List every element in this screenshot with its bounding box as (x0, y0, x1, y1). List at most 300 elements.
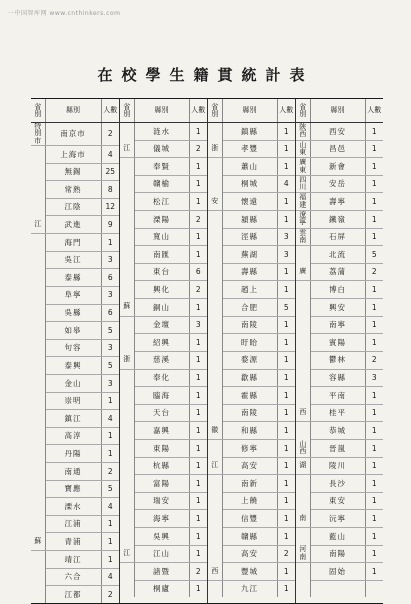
table-row (296, 457, 383, 475)
count-cell: 1 (365, 228, 383, 246)
table-row (208, 140, 295, 158)
count-cell: 2 (101, 463, 119, 481)
province-cell (208, 545, 222, 563)
count-cell: 1 (189, 158, 207, 176)
table-row (208, 528, 295, 546)
count-cell: 25 (101, 163, 119, 181)
province-cell (208, 387, 222, 405)
province-cell (31, 427, 45, 445)
province-cell: 江 (120, 140, 134, 158)
province-cell: 蘇 (31, 533, 45, 551)
province-cell (31, 463, 45, 481)
province-cell (31, 251, 45, 269)
county-cell: 西安 (310, 123, 365, 141)
count-cell: 5 (101, 480, 119, 498)
count-cell: 3 (101, 374, 119, 392)
province-cell (120, 158, 134, 176)
header-count: 人數 (365, 99, 383, 123)
count-cell: 1 (189, 492, 207, 510)
county-cell: 鐵嶺 (310, 211, 365, 229)
province-cell: 河南 (296, 545, 310, 563)
county-cell: 慈溪 (134, 351, 189, 369)
count-cell: 1 (365, 387, 383, 405)
county-cell: 紹興 (134, 334, 189, 352)
table-row (31, 445, 119, 463)
province-cell (31, 586, 45, 603)
header-county: 縣別 (310, 99, 365, 123)
count-cell: 8 (101, 181, 119, 199)
county-cell: 南新 (222, 475, 277, 493)
table-row (120, 422, 207, 440)
county-cell: 吳興 (134, 528, 189, 546)
county-cell: 東台 (134, 263, 189, 281)
province-cell (296, 475, 310, 493)
county-cell: 晉嵐 (310, 439, 365, 457)
county-cell (310, 580, 365, 597)
table-row (31, 234, 119, 252)
table-row (120, 475, 207, 493)
count-cell: 1 (365, 422, 383, 440)
county-cell: 鎮縣 (222, 123, 277, 141)
province-cell (31, 498, 45, 516)
county-cell: 寬山 (134, 228, 189, 246)
table-row (31, 286, 119, 304)
province-cell (208, 281, 222, 299)
table-row (31, 181, 119, 199)
county-cell: 高安 (222, 545, 277, 563)
count-cell: 1 (365, 563, 383, 581)
count-cell: 1 (365, 492, 383, 510)
count-cell: 1 (189, 123, 207, 141)
count-cell: 4 (101, 498, 119, 516)
county-cell: 博白 (310, 281, 365, 299)
province-cell (208, 510, 222, 528)
table-row (208, 545, 295, 563)
header-province: 省別 (31, 99, 45, 123)
province-cell (120, 439, 134, 457)
table-row (208, 246, 295, 264)
province-cell (31, 304, 45, 322)
table-row (296, 528, 383, 546)
count-cell: 1 (365, 211, 383, 229)
table-row (31, 533, 119, 551)
county-cell: 贛榆 (134, 175, 189, 193)
province-cell (120, 334, 134, 352)
province-cell: 江 (120, 545, 134, 563)
county-cell: 南寧 (310, 316, 365, 334)
county-cell: 新會 (310, 158, 365, 176)
county-cell: 杭縣 (134, 457, 189, 475)
province-cell (120, 193, 134, 211)
count-cell: 5 (277, 299, 295, 317)
statistics-table (31, 98, 383, 604)
province-cell (296, 580, 310, 597)
province-cell (120, 457, 134, 475)
count-cell: 1 (189, 228, 207, 246)
county-cell: 南陵 (222, 404, 277, 422)
table-row (296, 404, 383, 422)
count-cell: 1 (277, 404, 295, 422)
count-cell: 2 (107, 589, 113, 599)
block-table (120, 99, 207, 597)
count-cell: 1 (365, 158, 383, 176)
county-cell: 壽縣 (222, 263, 277, 281)
table-row (31, 251, 119, 269)
count-cell: 1 (277, 123, 295, 141)
province-cell (31, 234, 45, 252)
table-row (120, 299, 207, 317)
county-cell: 修寧 (222, 439, 277, 457)
province-cell (208, 123, 222, 141)
count-cell: 3 (277, 228, 295, 246)
county-cell: 安岳 (310, 175, 365, 193)
table-row (31, 392, 119, 410)
province-cell (31, 374, 45, 392)
province-cell (31, 568, 45, 586)
table-row (120, 228, 207, 246)
table-row (120, 211, 207, 229)
province-cell (31, 410, 45, 428)
table-row (31, 568, 119, 586)
table-row (296, 387, 383, 405)
province-cell (31, 392, 45, 410)
table-row (296, 422, 383, 440)
province-cell (31, 198, 45, 216)
count-cell: 1 (365, 545, 383, 563)
count-cell: 1 (277, 211, 295, 229)
table-row (208, 175, 295, 193)
table-row (296, 193, 383, 211)
province-cell (120, 475, 134, 493)
province-cell (120, 387, 134, 405)
count-cell: 4 (101, 410, 119, 428)
table-row (208, 228, 295, 246)
province-cell (31, 339, 45, 357)
count-cell: 3 (277, 246, 295, 264)
table-row (120, 439, 207, 457)
province-cell (31, 146, 45, 164)
table-block (207, 99, 295, 603)
count-cell: 1 (189, 387, 207, 405)
table-row (208, 351, 295, 369)
county-cell: 青浦 (45, 533, 101, 551)
county-cell: 阜寧 (45, 286, 101, 304)
county-cell: 荔蒲 (310, 263, 365, 281)
county-cell: 豐城 (222, 563, 277, 581)
count-cell: 3 (101, 339, 119, 357)
table-row (208, 211, 295, 229)
province-cell: 徽 (208, 422, 222, 440)
province-cell (31, 163, 45, 181)
count-cell: 1 (277, 158, 295, 176)
count-cell: 1 (189, 369, 207, 387)
table-row (31, 515, 119, 533)
county-cell: 婺源 (222, 351, 277, 369)
block-table (208, 99, 295, 597)
province-cell: 蘇 (120, 299, 134, 317)
count-cell: 1 (365, 281, 383, 299)
county-cell: 無錫 (45, 163, 101, 181)
count-cell: 1 (365, 193, 383, 211)
table-row (208, 263, 295, 281)
county-cell: 鬱林 (310, 351, 365, 369)
county-cell: 句容 (45, 339, 101, 357)
table-row (296, 369, 383, 387)
count-cell: 1 (277, 492, 295, 510)
province-cell (120, 246, 134, 264)
county-cell: 信豐 (222, 510, 277, 528)
table-row (208, 369, 295, 387)
count-cell: 1 (277, 369, 295, 387)
county-cell: 銅山 (134, 299, 189, 317)
county-cell: 霍縣 (222, 387, 277, 405)
count-cell: 1 (365, 140, 383, 158)
province-cell (120, 316, 134, 334)
count-cell: 3 (189, 316, 207, 334)
header-count: 人數 (101, 99, 119, 123)
count-cell: 1 (277, 193, 295, 211)
county-cell: 石屏 (310, 228, 365, 246)
count-cell: 1 (277, 510, 295, 528)
province-cell (208, 404, 222, 422)
table-row (208, 457, 295, 475)
table-row (31, 586, 119, 603)
count-cell: 6 (101, 269, 119, 287)
table-row (208, 158, 295, 176)
table-row (31, 216, 119, 234)
count-cell: 1 (189, 457, 207, 475)
table-row (208, 510, 295, 528)
count-cell: 1 (277, 528, 295, 546)
watermark-text: 一中国智库网 www.cnthinkers.com (8, 10, 121, 17)
county-cell: 泰興 (45, 357, 101, 375)
table-row (31, 410, 119, 428)
county-cell: 瑞安 (134, 492, 189, 510)
count-cell: 1 (189, 246, 207, 264)
province-cell (296, 563, 310, 581)
table-row (296, 510, 383, 528)
table-row (208, 475, 295, 493)
table-row (296, 263, 383, 281)
province-cell (120, 228, 134, 246)
province-cell (296, 351, 310, 369)
county-cell: 涇縣 (222, 228, 277, 246)
county-cell: 九江 (222, 580, 277, 597)
county-cell: 陵川 (310, 457, 365, 475)
count-cell: 4 (101, 568, 119, 586)
county-cell: 江陰 (45, 198, 101, 216)
table-row (31, 304, 119, 322)
table-row (31, 463, 119, 481)
count-cell: 1 (189, 475, 207, 493)
province-cell (296, 281, 310, 299)
table-row (120, 404, 207, 422)
province-cell (208, 439, 222, 457)
county-cell: 上饒 (222, 492, 277, 510)
header-county: 縣別 (134, 99, 189, 123)
table-row (120, 193, 207, 211)
county-cell: 天台 (134, 404, 189, 422)
block-table (296, 99, 383, 597)
county-cell: 吳縣 (45, 304, 101, 322)
county-cell: 溧水 (45, 498, 101, 516)
table-row (31, 357, 119, 375)
county-cell: 臨海 (134, 387, 189, 405)
count-cell: 1 (277, 263, 295, 281)
table-row (120, 281, 207, 299)
county-cell: 海門 (45, 234, 101, 252)
province-cell (208, 211, 222, 229)
table-row (296, 123, 383, 141)
province-cell: 安 (208, 193, 222, 211)
table-row (31, 146, 119, 164)
county-cell: 恭城 (310, 422, 365, 440)
count-cell: 1 (101, 515, 119, 533)
county-cell: 南通 (45, 463, 101, 481)
count-cell: 2 (277, 545, 295, 563)
table-row (296, 545, 383, 563)
province-cell (208, 475, 222, 493)
province-cell (120, 175, 134, 193)
province-cell: 四川 (296, 175, 310, 193)
county-cell: 如皋 (45, 322, 101, 340)
count-cell: 1 (365, 316, 383, 334)
header-count: 人數 (277, 99, 295, 123)
county-cell: 寶應 (45, 480, 101, 498)
table-row (296, 475, 383, 493)
table-row (208, 123, 295, 141)
header-province: 省別 (296, 99, 310, 123)
table-row (120, 492, 207, 510)
count-cell: 1 (101, 533, 119, 551)
count-cell: 5 (365, 246, 383, 264)
province-cell (31, 515, 45, 533)
county-cell: 盱眙 (222, 334, 277, 352)
province-cell: 西 (296, 404, 310, 422)
count-cell: 1 (189, 299, 207, 317)
table-row (120, 334, 207, 352)
count-cell: 6 (101, 304, 119, 322)
count-cell: 1 (365, 439, 383, 457)
table-row (120, 263, 207, 281)
province-cell (296, 387, 310, 405)
table-row (208, 422, 295, 440)
county-cell: 桐廬 (134, 580, 189, 597)
county-cell: 桂平 (310, 404, 365, 422)
table-row (296, 228, 383, 246)
count-cell: 1 (195, 584, 201, 594)
county-cell: 歙縣 (222, 369, 277, 387)
county-cell: 溧陽 (134, 211, 189, 229)
province-cell: 福建 (296, 193, 310, 211)
table-block (295, 99, 383, 603)
table-row (120, 123, 207, 141)
count-cell: 2 (101, 123, 119, 146)
province-cell (296, 492, 310, 510)
table-row (120, 510, 207, 528)
table-row (120, 316, 207, 334)
province-cell (120, 563, 134, 581)
count-cell: 1 (277, 439, 295, 457)
table-row (31, 123, 119, 146)
count-cell: 1 (277, 387, 295, 405)
county-cell: 江浦 (45, 515, 101, 533)
county-cell: 奉賢 (134, 158, 189, 176)
table-row (208, 404, 295, 422)
table-row (208, 193, 295, 211)
count-cell: 1 (365, 404, 383, 422)
province-cell: 雲南 (296, 228, 310, 246)
count-cell: 1 (365, 334, 383, 352)
county-cell: 固始 (310, 563, 365, 581)
county-cell: 潁縣 (222, 211, 277, 229)
count-cell: 1 (277, 563, 295, 581)
table-row (31, 480, 119, 498)
county-cell: 昌邑 (310, 140, 365, 158)
count-cell: 2 (365, 263, 383, 281)
county-cell: 泰縣 (45, 269, 101, 287)
count-cell: 9 (101, 216, 119, 234)
count-cell: 1 (189, 404, 207, 422)
county-cell: 興安 (310, 299, 365, 317)
county-cell: 嘉興 (134, 422, 189, 440)
province-cell (208, 351, 222, 369)
count-cell: 6 (189, 263, 207, 281)
county-cell: 懷遠 (222, 193, 277, 211)
province-cell: 山西 (296, 439, 310, 457)
county-cell: 上海市 (45, 146, 101, 164)
table-row (208, 281, 295, 299)
count-cell: 5 (101, 322, 119, 340)
province-cell (208, 369, 222, 387)
table-row (120, 369, 207, 387)
table-row (31, 498, 119, 516)
count-cell: 1 (189, 422, 207, 440)
count-cell: 2 (189, 140, 207, 158)
table-row (296, 439, 383, 457)
province-cell (296, 528, 310, 546)
table-row (296, 158, 383, 176)
table-row (120, 528, 207, 546)
header-province: 省別 (208, 99, 222, 123)
province-cell (31, 269, 45, 287)
province-cell (120, 263, 134, 281)
province-cell: 浙 (208, 140, 222, 158)
count-cell: 1 (365, 475, 383, 493)
table-row (31, 427, 119, 445)
table-block (31, 99, 119, 603)
province-cell (31, 480, 45, 498)
province-cell (120, 510, 134, 528)
province-cell: 西 (208, 563, 222, 581)
county-cell: 壽寧 (310, 193, 365, 211)
county-cell: 贛縣 (222, 528, 277, 546)
county-cell: 武進 (45, 216, 101, 234)
count-cell: 5 (101, 357, 119, 375)
province-cell: 江 (31, 216, 45, 234)
table-block (119, 99, 207, 603)
province-cell (31, 357, 45, 375)
table-row (296, 211, 383, 229)
count-cell: 1 (101, 427, 119, 445)
province-cell (120, 369, 134, 387)
table-row (208, 334, 295, 352)
count-cell: 2 (189, 281, 207, 299)
table-row (208, 563, 295, 581)
count-cell: 1 (189, 439, 207, 457)
province-cell (208, 158, 222, 176)
table-row (208, 299, 295, 317)
